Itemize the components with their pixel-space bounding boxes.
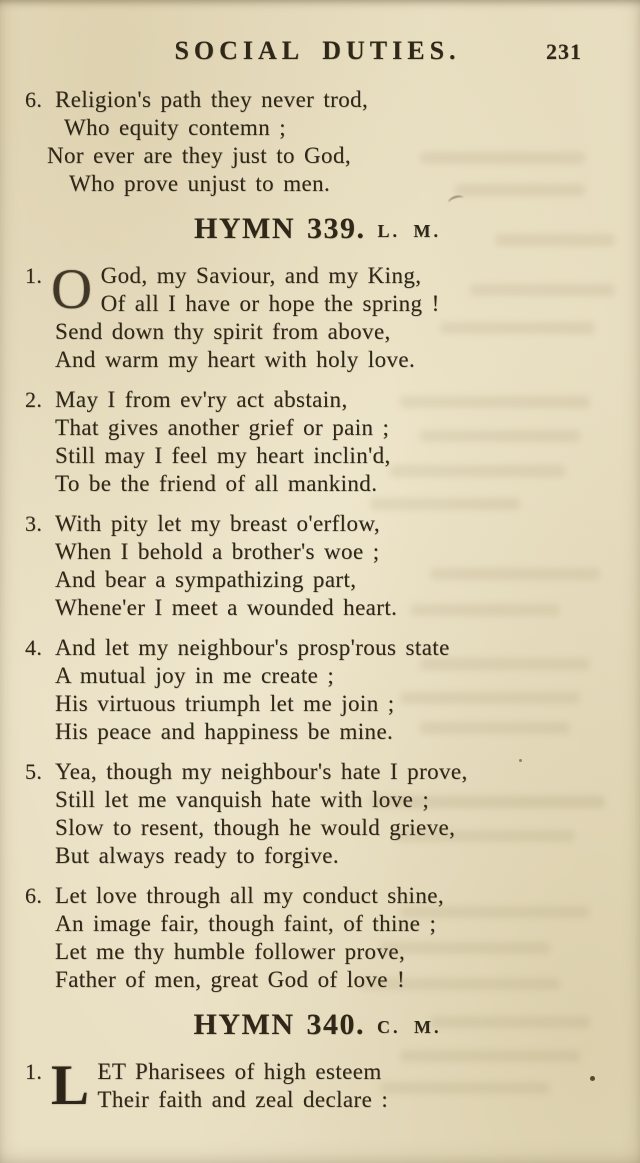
stanza-339-3 bbox=[25, 510, 610, 622]
verse-line: His peace and happiness be mine. bbox=[55, 719, 394, 744]
hymn-339-title bbox=[25, 210, 610, 250]
verse-line: And warm my heart with holy love. bbox=[55, 347, 416, 372]
verse-line: And bear a sympathizing part, bbox=[55, 567, 357, 592]
hymn-340-title bbox=[25, 1006, 610, 1046]
drop-cap: L bbox=[51, 1054, 90, 1117]
verse-line: Religion's path they never trod, bbox=[55, 87, 369, 112]
verse-line: And let my neighbour's prosp'rous state bbox=[55, 635, 450, 660]
stanza-number: 1. bbox=[25, 263, 43, 288]
stanza-339-4 bbox=[25, 634, 610, 746]
verse-line: Let love through all my conduct shine, bbox=[55, 883, 444, 908]
verse-line: Yea, though my neighbour's hate I prove, bbox=[55, 759, 468, 784]
stanza-339-5 bbox=[25, 758, 610, 870]
verse-line: That gives another grief or pain ; bbox=[55, 415, 390, 440]
verse-line: Still may I feel my heart inclin'd, bbox=[55, 443, 391, 468]
drop-cap: O bbox=[51, 258, 93, 321]
hymn-meter: C. M. bbox=[376, 1017, 442, 1037]
stanza-number: 5. bbox=[25, 759, 43, 784]
stanza-number: 1. bbox=[25, 1059, 43, 1084]
verse-line: Still let me vanquish hate with love ; bbox=[55, 787, 430, 812]
verse-line: Slow to resent, though he would grieve, bbox=[55, 815, 456, 840]
verse-line: Who equity contemn ; bbox=[64, 115, 287, 140]
verse-line: Send down thy spirit from above, bbox=[55, 319, 391, 344]
verse-line: When I behold a brother's woe ; bbox=[55, 539, 380, 564]
stanza-number: 2. bbox=[25, 387, 43, 412]
verse-line: To be the friend of all mankind. bbox=[55, 471, 378, 496]
stanza-339-1 bbox=[25, 258, 610, 374]
verse-line: Who prove unjust to men. bbox=[69, 171, 331, 196]
stanza-number: 6. bbox=[25, 87, 43, 112]
hymn-title-text: HYMN 339. bbox=[194, 212, 366, 245]
verse-line: A mutual joy in me create ; bbox=[55, 663, 335, 688]
stanza-339-6 bbox=[25, 882, 610, 994]
verse-line: But always ready to forgive. bbox=[55, 843, 340, 868]
stanza-number: 3. bbox=[25, 511, 43, 536]
verse-line: Nor ever are they just to God, bbox=[47, 143, 352, 168]
verse-line: An image fair, though faint, of thine ; bbox=[55, 911, 437, 936]
verse-line: Their faith and zeal declare : bbox=[97, 1087, 389, 1112]
stanza-number: 6. bbox=[25, 883, 43, 908]
verse-line: ET Pharisees of high esteem bbox=[97, 1059, 382, 1084]
verse-line: Whene'er I meet a wounded heart. bbox=[55, 595, 398, 620]
stanza-number: 4. bbox=[25, 635, 43, 660]
verse-line: Father of men, great God of love ! bbox=[55, 967, 406, 992]
hymn-meter: L. M. bbox=[377, 221, 441, 241]
section-title: SOCIAL DUTIES. bbox=[174, 36, 461, 65]
verse-line: His virtuous triumph let me join ; bbox=[55, 691, 395, 716]
stanza-339-2 bbox=[25, 386, 610, 498]
verse-line: May I from ev'ry act abstain, bbox=[55, 387, 348, 412]
verse-line: Of all I have or hope the spring ! bbox=[100, 291, 440, 316]
stanza-340-1 bbox=[25, 1054, 610, 1117]
page-number: 231 bbox=[546, 39, 582, 64]
verse-line: God, my Saviour, and my King, bbox=[100, 263, 422, 288]
verse-line: With pity let my breast o'erflow, bbox=[55, 511, 381, 536]
stanza-prev-hymn-6 bbox=[25, 86, 610, 198]
verse-line: Let me thy humble follower prove, bbox=[55, 939, 406, 964]
hymn-title-text: HYMN 340. bbox=[193, 1008, 365, 1041]
running-header bbox=[25, 36, 610, 70]
